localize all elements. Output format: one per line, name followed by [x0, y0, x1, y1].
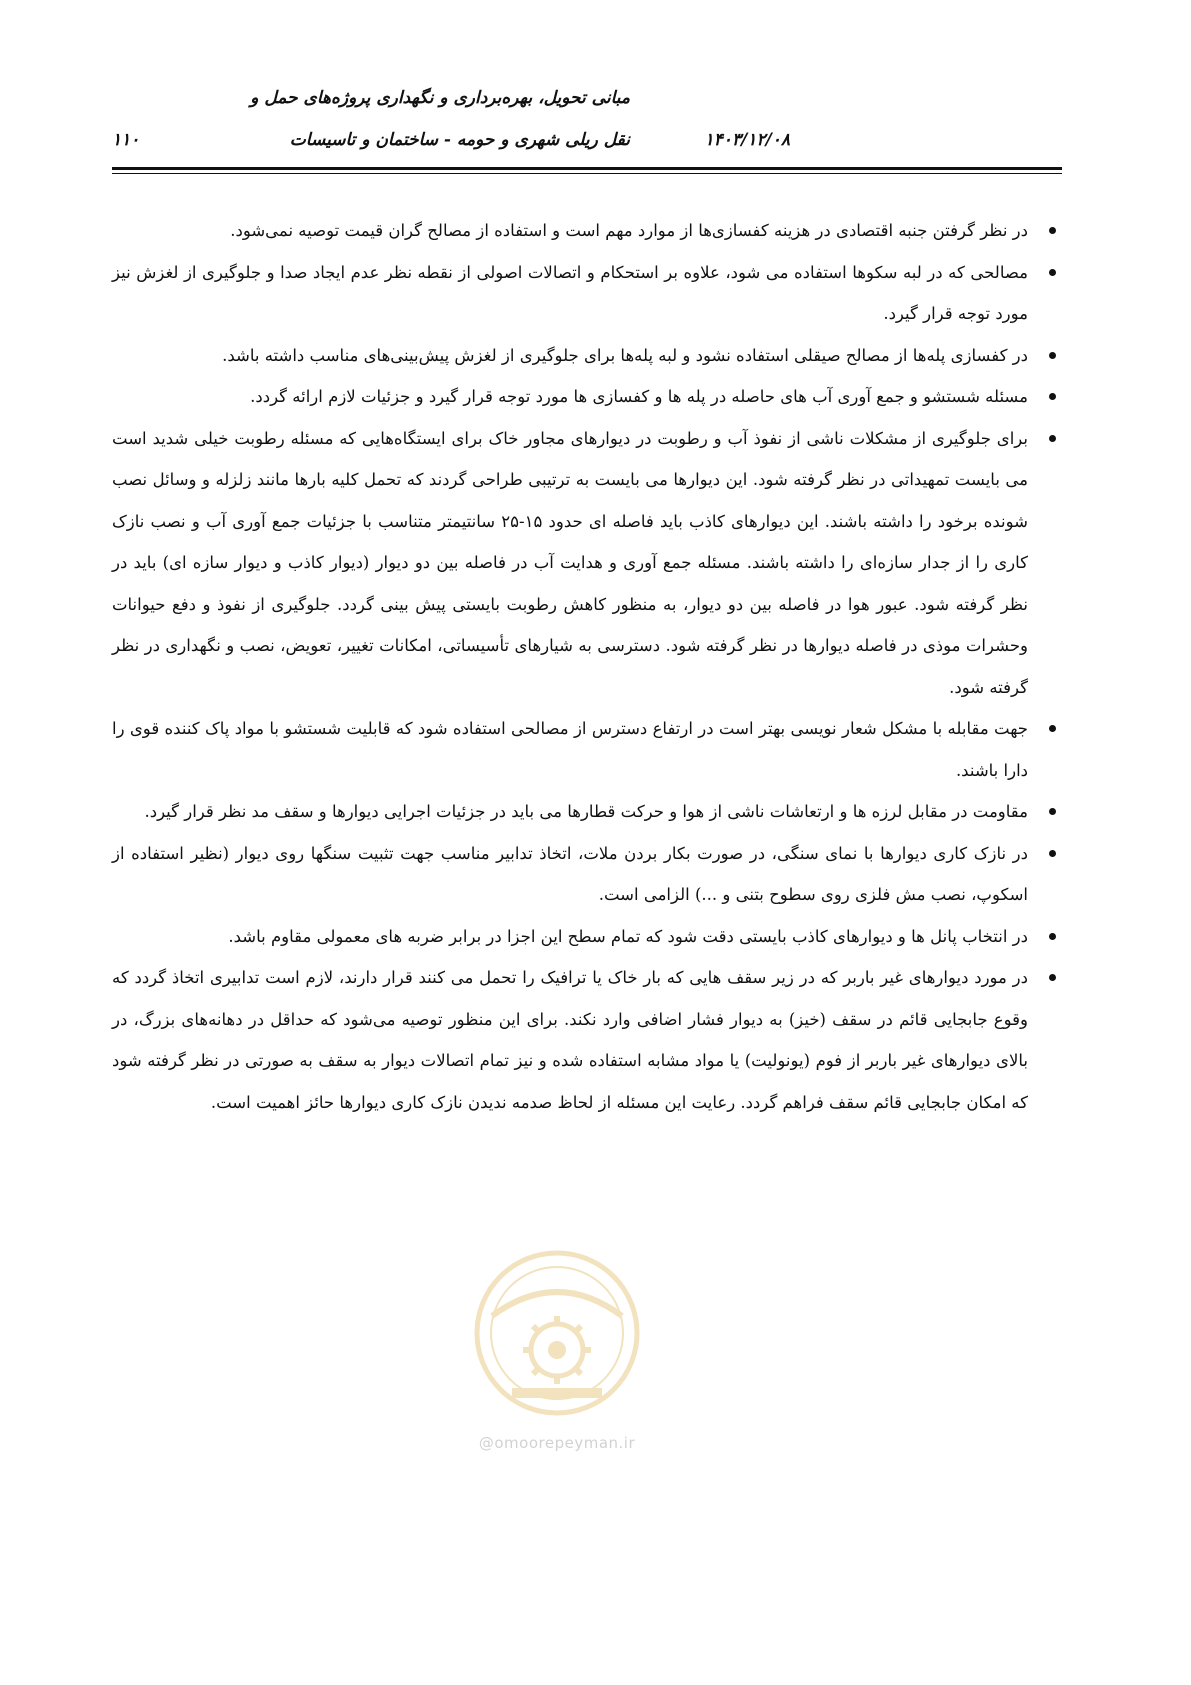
bullet-text: در کفسازی پله‌ها از مصالح صیقلی استفاده نشود و لبه پله‌ها برای جلوگیری از لغزش پیش‌بینی‌های مناسب داشته باشد.	[222, 345, 1028, 365]
bullet-dot-icon	[1049, 227, 1056, 234]
bullet-dot-icon	[1049, 393, 1056, 400]
bullet-dot-icon	[1049, 352, 1056, 359]
bullet-text: در نظر گرفتن جنبه اقتصادی در هزینه کفسازی‌ها از موارد مهم است و استفاده از مصالح گران قیمت توصیه نمی‌شود.	[230, 221, 1028, 240]
bullet-list	[112, 210, 1064, 1123]
bullet-text: در مورد دیوارهای غیر باربر که در زیر سقف هایی که بار خاک یا ترافیک را تحمل می کنند قرار دارند، لازم است تدابیری اتخاذ گردد که وقوع جابجایی قائم در سقف (خیز) به دیوار فشار اضافی وارد نکند. برای این منظور توصیه می‌شود که حداقل در دهانه‌های بزرگ، در بالای دیوارهای غیر باربر از فوم (یونولیت) یا مواد مشابه استفاده شده و نیز تمام اتصالات دیوار به سقف به صورتی در نظر گرفته شود که امکان جابجایی قائم سقف فراهم گردد. رعایت این مسئله از لحاظ صدمه ندیدن نازک کاری دیوارها حائز اهمیت است.	[112, 968, 1028, 1112]
bullet-item	[112, 791, 1064, 833]
bullet-item	[112, 376, 1064, 418]
bullet-text: مصالحی که در لبه سکوها استفاده می شود، علاوه بر استحکام و اتصالات اصولی از نقطه نظر عدم ایجاد صدا و جلوگیری از لغزش نیز مورد توجه قرار گیرد.	[112, 262, 1028, 323]
bullet-dot-icon	[1049, 850, 1056, 857]
page-number: ۱۱۰	[112, 130, 140, 150]
body-content	[112, 210, 1064, 1123]
bullet-item	[112, 335, 1064, 377]
header-title-line-1: مبانی تحویل، بهره‌برداری و نگهداری پروژه‌های حمل و	[250, 88, 630, 108]
page-header	[112, 78, 1062, 178]
bullet-item	[112, 252, 1064, 335]
header-rule-thick	[112, 167, 1062, 170]
bullet-text: مقاومت در مقابل لرزه ها و ارتعاشات ناشی از هوا و حرکت قطارها می باید در جزئیات اجرایی دیوارها و سقف مد نظر قرار گیرد.	[144, 802, 1028, 821]
bullet-dot-icon	[1049, 974, 1056, 981]
bullet-dot-icon	[1049, 435, 1056, 442]
bullet-text: در انتخاب پانل ها و دیوارهای کاذب بایستی دقت شود که تمام سطح این اجزا در برابر ضربه های معمولی مقاوم باشد.	[228, 926, 1028, 946]
bullet-item	[112, 708, 1064, 791]
watermark-logo	[452, 1238, 662, 1498]
bullet-text: در نازک کاری دیوارها با نمای سنگی، در صورت بکار بردن ملات، اتخاذ تدابیر مناسب جهت تثبیت سنگها روی دیوار (نظیر استفاده از اسکوپ، نصب مش فلزی روی سطوح بتنی و ...) الزامی است.	[112, 843, 1028, 904]
bullet-dot-icon	[1049, 808, 1056, 815]
bullet-item	[112, 916, 1064, 958]
bullet-item	[112, 210, 1064, 252]
bullet-dot-icon	[1049, 269, 1056, 276]
bullet-item	[112, 833, 1064, 916]
header-rule-thin	[112, 173, 1062, 174]
bullet-dot-icon	[1049, 725, 1056, 732]
bullet-dot-icon	[1049, 933, 1056, 940]
header-date: ۱۴۰۳/۱۲/۰۸	[704, 130, 790, 150]
bullet-item	[112, 418, 1064, 709]
bullet-item	[112, 957, 1064, 1123]
watermark-text: @omoorepeyman.ir	[478, 1434, 636, 1452]
header-title-line-2: نقل ریلی شهری و حومه - ساختمان و تاسیسات	[289, 130, 630, 150]
bullet-text: مسئله شستشو و جمع آوری آب های حاصله در پله ها و کفسازی ها مورد توجه قرار گیرد و جزئیات لازم ارائه گردد.	[250, 387, 1028, 406]
bullet-text: جهت مقابله با مشکل شعار نویسی بهتر است در ارتفاع دسترس از مصالحی استفاده شود که قابلیت شستشو با مواد پاک کننده قوی را دارا باشند.	[112, 719, 1028, 780]
bullet-text: برای جلوگیری از مشکلات ناشی از نفوذ آب و رطوبت در دیوارهای مجاور خاک برای ایستگاه‌هایی که مسئله رطوبت خیلی شدید است می بایست تمهیداتی در نظر گرفته شود. این دیوارها می بایست به ترتیبی طراحی گردند که تحمل کلیه بارها مانند زلزله و وسائل نصب شونده برخود را داشته باشند. این دیوارهای کاذب باید فاصله ای حدود ۱۵-۲۵ سانتیمتر متناسب با جزئیات جمع آوری آب و نصب نازک کاری را از جدار سازه‌ای را داشته باشند. مسئله جمع آوری و هدایت آب در فاصله بین دو دیوار (دیوار کاذب و دیوار سازه ای) باید در نظر گرفته شود. عبور هوا در فاصله بین دو دیوار، به منظور کاهش رطوبت بایستی پیش بینی گردد. جلوگیری از نفوذ و دفع حیوانات وحشرات موذی در فاصله دیوارها در نظر گرفته شود. دسترسی به شیارهای تأسیساتی، امکانات تغییر، تعویض، نصب و نگهداری در نظر گرفته شود.	[112, 428, 1028, 697]
watermark-seal-icon	[452, 1238, 662, 1438]
